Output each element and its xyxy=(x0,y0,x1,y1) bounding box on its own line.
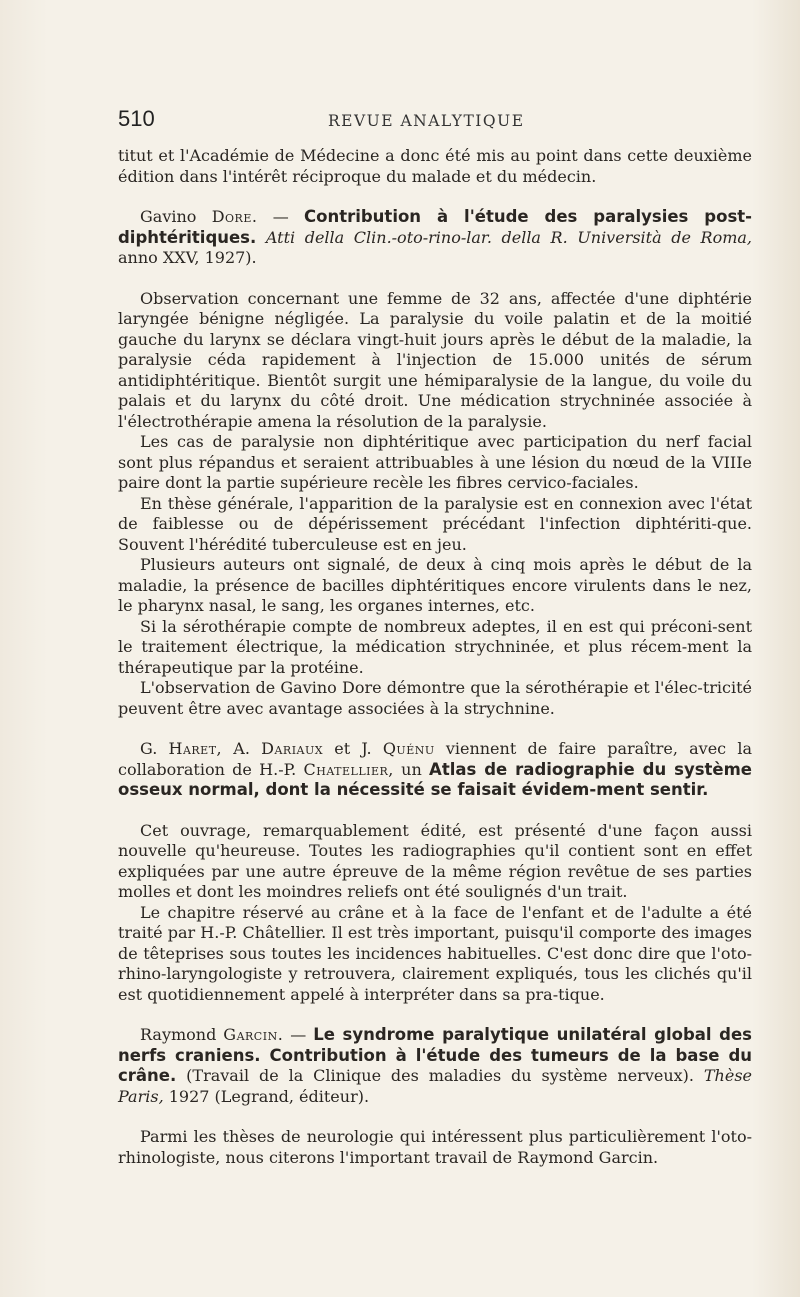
article-source-tail: anno XXV, 1927). xyxy=(118,248,257,267)
heading-text: A. xyxy=(222,739,262,758)
heading-dash: — xyxy=(283,1025,314,1044)
intro-paragraph: titut et l'Académie de Médecine a donc été mis au point dans cette deuxième édition dans l'intérêt réciproque du malade et du médecin. xyxy=(118,146,752,186)
article-source: (Travail de la Clinique des maladies du système nerveux). xyxy=(176,1066,704,1085)
body-paragraph: Si la sérothérapie compte de nombreux adeptes, il en est qui préconi-sent le traitement électrique, la médication strychninée, et plus récem-ment la thérapeutique par la protéine. xyxy=(118,616,752,677)
author-first-name: Raymond xyxy=(140,1025,217,1044)
heading-text: un xyxy=(393,759,430,779)
running-title: REVUE ANALYTIQUE xyxy=(328,112,525,130)
author-last-name: Quénu xyxy=(382,739,435,758)
author-last-name: Dore. xyxy=(211,207,258,226)
body-paragraph: Observation concernant une femme de 32 ans, affectée d'une diphtérie laryngée bénigne négligée. La paralysie du voile palatin et de la moitié gauche du larynx se déclara vingt-huit jours après le début de la maladie, la paralysie céda rapidement à l'injection de 15.000 unités de sérum antidiphtéritique. Bientôt surgit une hémiparalysie de la langue, du voile du palais et du larynx du côté droit. Une médication strychninée associée à l'électrothérapie amena la résolution de la paralysie. xyxy=(118,288,752,431)
body-paragraph: L'observation de Gavino Dore démontre que la sérothérapie et l'élec-tricité peuvent être avec avantage associées à la strychnine. xyxy=(118,678,752,718)
body-paragraph: En thèse générale, l'apparition de la paralysie est en connexion avec l'état de faiblesse ou de dépérissement précédant l'infection diphtériti-que. Souvent l'hérédité tuberculeuse est en jeu. xyxy=(118,493,752,554)
author-last-name: Chatellier, xyxy=(303,759,394,779)
author-last-name: Haret, xyxy=(168,739,223,758)
page-content xyxy=(118,146,752,1168)
article-source: Atti della Clin.-oto-rino-lar. della R. Università de Roma, xyxy=(265,227,752,247)
entry-heading xyxy=(118,1025,752,1107)
thesis-label: Thèse Paris, xyxy=(118,1066,752,1106)
heading-dash: — xyxy=(257,207,304,226)
article-title: Atlas de radiographie du système osseux normal, dont la nécessité se faisait évidem-ment sentir. xyxy=(118,759,753,799)
article-title: Contribution à l'étude des paralysies post-diphtéritiques. xyxy=(118,207,753,247)
entry-heading xyxy=(118,739,752,801)
body-paragraph: Le chapitre réservé au crâne et à la face de l'enfant et de l'adulte a été traité par H.-P. Châtellier. Il est très important, puisqu'il comporte des images de têteprises sous toutes les incidences habituelles. C'est donc dire que l'oto-rhino-laryngologiste y retrouvera, clairement expliqués, tous les clichés qu'il est quotidiennement appelé à interpréter dans sa pra-tique. xyxy=(118,902,752,1004)
article-source-tail: 1927 (Legrand, éditeur). xyxy=(163,1086,370,1106)
body-paragraph: Parmi les thèses de neurologie qui intéressent plus particulièrement l'oto-rhinologiste, nous citerons l'important travail de Raymond Garcin. xyxy=(118,1127,752,1167)
entry-heading xyxy=(118,207,752,269)
author-last-name: Dariaux xyxy=(261,739,324,758)
article-title: Le syndrome paralytique unilatéral global des nerfs craniens. Contribution à l'étude des tumeurs de la base du crâne. xyxy=(118,1025,753,1085)
body-paragraph: Cet ouvrage, remarquablement édité, est présenté d'une façon aussi nouvelle qu'heureuse. Toutes les radiographies qu'il contient sont en effet expliquées par une autre épreuve de la même région revêtue de ses parties molles et dont les moindres reliefs ont été soulignés d'un trait. xyxy=(118,820,752,901)
heading-text: viennent de faire paraître, avec la collaboration de H.-P. xyxy=(118,739,752,779)
heading-text: et J. xyxy=(323,739,383,758)
page-number: 510 xyxy=(118,106,155,131)
page-header xyxy=(118,106,752,136)
author-last-name: Garcin. xyxy=(223,1025,284,1044)
body-paragraph: Plusieurs auteurs ont signalé, de deux à cinq mois après le début de la maladie, la présence de bacilles diphtéritiques encore virulents dans le nez, le pharynx nasal, le sang, les organes internes, etc. xyxy=(118,555,752,615)
body-paragraph: Les cas de paralysie non diphtéritique avec participation du nerf facial sont plus répandus et seraient attribuables à une lésion du nœud de la VIIIe paire dont la partie supérieure recèle les fibres cervico-faciales. xyxy=(118,432,752,492)
heading-text: G. xyxy=(140,739,169,758)
author-first-name: Gavino xyxy=(140,207,197,226)
